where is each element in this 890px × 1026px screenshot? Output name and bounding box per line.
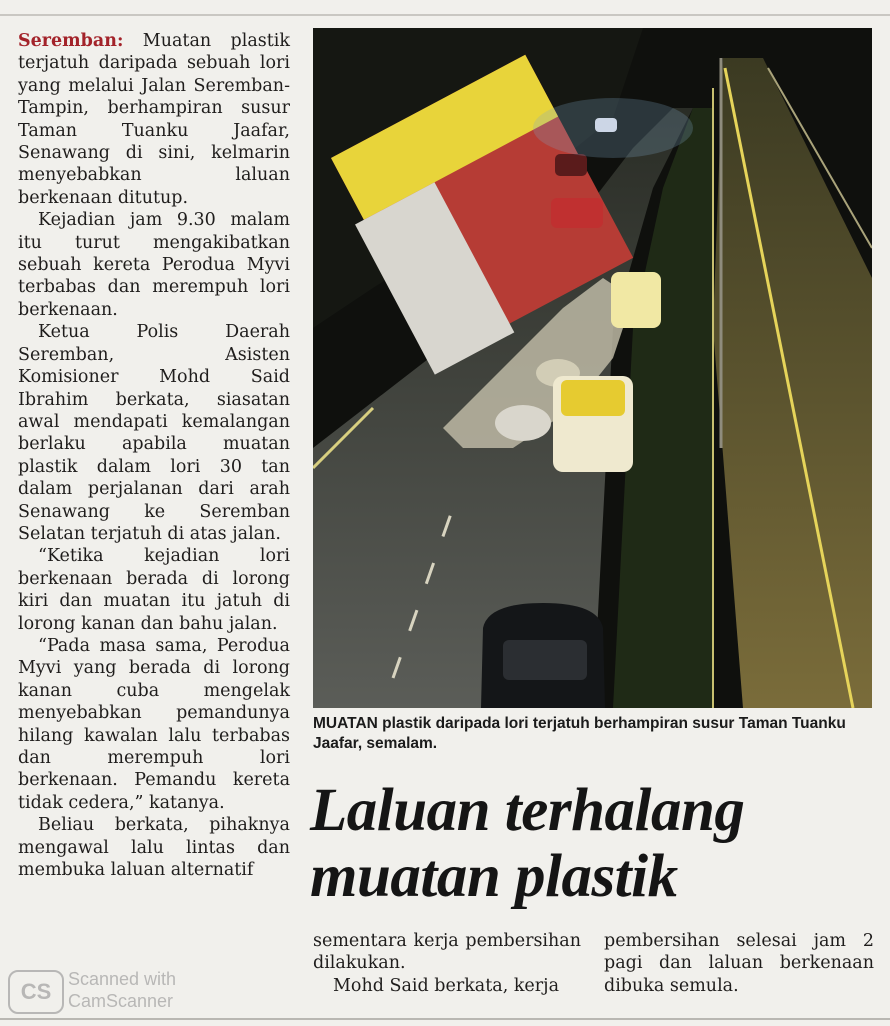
middle-paragraph-2: Mohd Said berkata, kerja <box>333 975 560 996</box>
bottom-rule <box>0 1018 890 1020</box>
watermark-line-1: Scanned with <box>68 969 177 989</box>
car-black-windscreen <box>503 640 587 680</box>
article-paragraph-1 <box>18 30 290 209</box>
car-white <box>611 272 661 328</box>
myvi-roof <box>561 380 625 416</box>
right-paragraph-1: pembersihan selesai jam 2 pagi dan laluan berkenaan dibuka semula. <box>604 931 874 996</box>
article-paragraph-4: “Ketika kejadian lori berkenaan berada di lorong kiri dan muatan itu jatuh di lorong kanan dan bahu jalan. <box>18 546 290 634</box>
car-dark-far <box>555 154 587 176</box>
paragraph-1-text: Muatan plastik terjatuh daripada sebuah lori yang melalui Jalan Seremban-Tampin, berhampiran susur Taman Tuanku Jaafar, Senawang di sini, kelmarin menyebabkan laluan berkenaan ditutup. <box>18 31 290 208</box>
article-paragraph-6: Beliau berkata, pihaknya mengawal lalu lintas dan membuka laluan alternatif <box>18 815 290 881</box>
plastic-bundle <box>495 405 551 441</box>
watermark-text <box>68 968 176 1012</box>
light-glow <box>533 98 693 158</box>
news-photo <box>313 28 872 708</box>
camscanner-watermark <box>8 968 238 1016</box>
headline-line-2: muatan plastik <box>310 843 678 910</box>
watermark-line-2: CamScanner <box>68 991 174 1011</box>
headline <box>310 778 885 910</box>
photo-caption: MUATAN plastik daripada lori terjatuh berhampiran susur Taman Tuanku Jaafar, semalam. <box>313 715 846 752</box>
article-paragraph-2: Kejadian jam 9.30 malam itu turut mengakibatkan sebuah kereta Perodua Myvi terbabas dan merempuh lori berkenaan. <box>18 210 290 320</box>
photo-illustration <box>313 28 872 708</box>
article-column-middle <box>313 930 581 997</box>
car-red <box>551 198 603 228</box>
article-column-right <box>604 930 874 997</box>
article-paragraph-3: Ketua Polis Daerah Seremban, Asisten Komisioner Mohd Said Ibrahim berkata, siasatan awal mendapati kemalangan berlaku apabila muatan plastik dalam lori 30 tan dalam perjalanan dari arah Senawang ke Seremban Selatan terjatuh di atas jalan. <box>18 322 290 544</box>
article-paragraph-5: “Pada masa sama, Perodua Myvi yang berada di lorong kanan cuba mengelak menyebabkan pemandunya hilang kawalan lalu terbabas dan merempuh lori berkenaan. Pemandu kereta tidak cedera,” katanya. <box>18 635 290 813</box>
article-column-left <box>18 30 290 881</box>
dateline-place: Seremban: <box>18 31 124 51</box>
middle-paragraph-1: sementara kerja pembersihan dilakukan. <box>313 931 581 974</box>
top-rule <box>0 14 890 16</box>
camscanner-logo-icon: CS <box>8 970 64 1014</box>
headline-line-1: Laluan terhalang <box>310 777 745 844</box>
